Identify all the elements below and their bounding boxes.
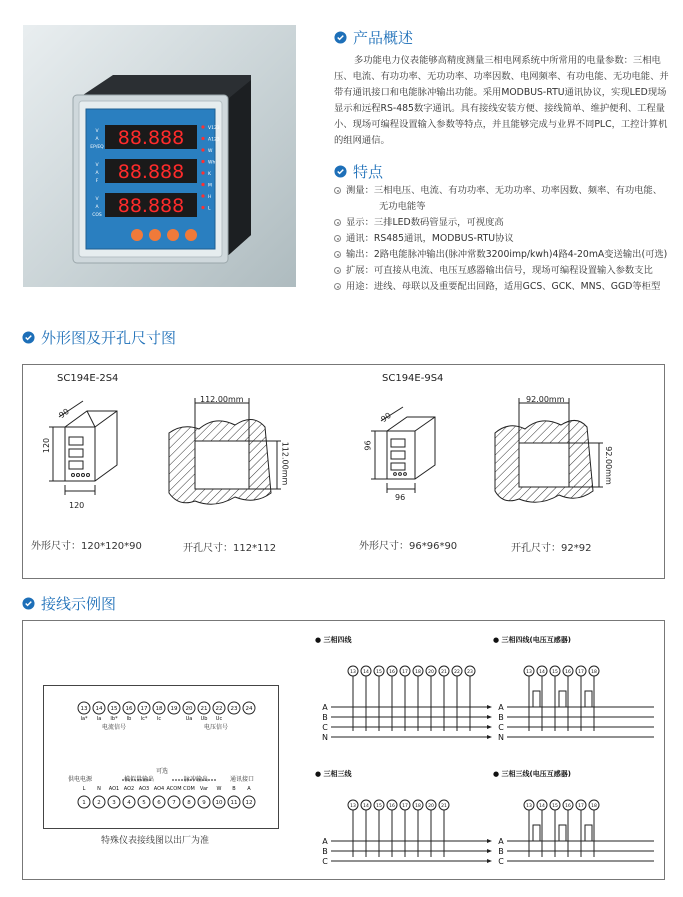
cutout-caption-right: 开孔尺寸：92*92	[511, 543, 592, 554]
wire-terminal-number: 14	[363, 670, 369, 675]
row-label: V	[95, 163, 99, 168]
wire-terminal-number: 14	[539, 670, 545, 675]
wire-terminal-number: 16	[565, 804, 571, 809]
wire-terminal-number: 18	[415, 804, 421, 809]
indicator-dot	[201, 125, 204, 128]
left-button	[131, 229, 143, 241]
arrow-icon	[487, 705, 492, 709]
arrow-icon	[487, 849, 492, 853]
diagram-title-3: ● 三相三线	[315, 770, 352, 778]
feature-item: 显示：三排LED数码管显示，可视度高	[334, 215, 674, 231]
terminal-number: 2	[97, 800, 101, 806]
indicator-dot	[201, 183, 204, 186]
wire-terminal-number: 16	[389, 670, 395, 675]
terminal-label: AO2	[123, 786, 135, 792]
phase-label: A	[498, 703, 504, 712]
led-digits: 88.888	[117, 195, 185, 217]
cutout-caption-left: 开孔尺寸：112*112	[183, 543, 277, 554]
row-label: V	[95, 197, 99, 202]
terminal-number: 4	[127, 800, 131, 806]
indicator-label: K	[208, 172, 211, 177]
transformer-symbol	[585, 691, 592, 707]
indicator-label: W	[208, 149, 213, 154]
outline-drawing-left	[43, 395, 123, 513]
wire-terminal-number: 20	[428, 670, 434, 675]
diagram-title-1: ● 三相四线	[315, 636, 352, 644]
cutout-w-left: 112.00mm	[200, 395, 244, 404]
shield-check-icon	[22, 331, 35, 344]
overview-heading	[334, 27, 413, 48]
indicator-label: H	[208, 195, 212, 200]
wire-terminal-number: 14	[363, 804, 369, 809]
indicator-label: A123	[208, 137, 220, 143]
outer-caption-left: 外形尺寸：120*120*90	[31, 541, 142, 552]
phase-label: B	[498, 847, 504, 856]
phase-label: C	[322, 857, 328, 866]
row-label: V	[95, 129, 99, 134]
wire-terminal-number: 15	[376, 670, 382, 675]
wire-terminal-number: 22	[454, 670, 460, 675]
terminal-label: Ib	[126, 716, 132, 722]
bottom-right: 96	[395, 493, 406, 502]
cutout-w-right: 92.00mm	[526, 395, 565, 404]
terminal-label: Ib*	[110, 716, 118, 722]
indicator-label: L	[208, 206, 211, 212]
wire-terminal-number: 17	[578, 804, 584, 809]
terminal-label: Ic*	[140, 716, 148, 722]
led-digits: 88.888	[117, 127, 185, 149]
shield-check-icon	[334, 31, 347, 44]
terminal-label: ACOM	[166, 786, 182, 792]
transformer-symbol	[533, 825, 540, 841]
terminal-number: 11	[230, 800, 238, 806]
phase-label: B	[322, 713, 328, 722]
diagram-title-2: ● 三相四线(电压互感器)	[493, 636, 571, 644]
depth-right: 90	[379, 410, 393, 425]
overview-text: 多功能电力仪表能够高精度测量三相电网系统中所常用的电量参数：三相电压、电流、有功功率、无功功率、功率因数、电网频率、有功电能、无功电能、并带有通讯接口和电能脉冲输出功能。采用MODBUS-RTU通讯协议，实现LED现场显示和远程RS-485数字通讯。具有接线安装方便、接线简单、维护便利、工程量小、现场可编程设置输入参数等特点，并且能够完成与业界不同PLC，工控计算机的组网通信。	[334, 55, 669, 146]
terminal-number: 21	[200, 706, 208, 712]
indicator-label: Wh	[208, 160, 216, 166]
wire-terminal-number: 17	[402, 804, 408, 809]
phase-label: B	[498, 713, 504, 722]
wire-terminal-number: 15	[552, 670, 558, 675]
feature-item: 测量：三相电压、电流、有功功率、无功功率、功率因数、频率、有功电能、	[334, 183, 674, 199]
current-signal-label: 电流信号	[102, 724, 127, 731]
arrow-icon	[487, 725, 492, 729]
feature-item: 无功电能等	[379, 201, 426, 212]
terminal-label: Ia	[96, 716, 102, 722]
indicator-dot	[201, 160, 204, 163]
wire-terminal-number: 15	[552, 804, 558, 809]
depth-left: 90	[57, 406, 71, 421]
shield-check-icon	[334, 165, 347, 178]
phase-label: B	[322, 847, 328, 856]
terminal-number: 1	[82, 800, 86, 806]
row-label: EP/EQ	[90, 145, 104, 150]
terminal-number: 5	[142, 800, 146, 806]
features-title: 特点	[353, 163, 384, 181]
indicator-label: V123	[208, 126, 220, 131]
row-label: A	[95, 171, 99, 176]
product-photo	[23, 25, 296, 287]
terminal-label: AO3	[138, 786, 150, 792]
terminal-label: W	[216, 786, 222, 792]
pulse-out-label: 脉冲输出	[184, 776, 209, 783]
terminal-label: L	[82, 786, 86, 792]
wiring-box	[22, 620, 665, 880]
wiring-heading	[22, 593, 116, 614]
arrow-icon	[487, 715, 492, 719]
feature-item: 输出：2路电能脉冲输出(脉冲常数3200imp/kwh)4路4-20mA变送输出(可选)	[334, 247, 674, 263]
wire-terminal-number: 21	[441, 670, 447, 675]
terminal-label: COM	[183, 786, 195, 792]
row-label: A	[95, 137, 99, 142]
side-right: 96	[363, 440, 373, 451]
feature-item: 通讯：RS485通讯，MODBUS-RTU协议	[334, 231, 674, 247]
wire-terminal-number: 20	[428, 804, 434, 809]
arrow-icon	[487, 735, 492, 739]
wire-terminal-number: 13	[526, 670, 532, 675]
row-label: A	[95, 205, 99, 210]
phase-label: N	[322, 733, 328, 742]
wire-terminal-number: 16	[389, 804, 395, 809]
feature-item: 用途：进线、母联以及重要配出回路，适用GCS、GCK、MNS、GGD等柜型	[334, 279, 674, 295]
terminal-number: 6	[157, 800, 161, 806]
wire-terminal-number: 13	[526, 804, 532, 809]
side-left: 120	[42, 437, 52, 454]
terminal-label: B	[232, 786, 236, 792]
indicator-dot	[201, 148, 204, 151]
terminal-label: Var	[199, 786, 209, 792]
optional-label: 可选	[156, 768, 169, 775]
phase-label: C	[498, 857, 504, 866]
terminal-block	[43, 685, 279, 829]
bottom-left: 120	[69, 501, 85, 510]
indicator-dot	[201, 137, 204, 140]
cutout-h-right: 92.00mm	[603, 446, 613, 485]
features-list	[334, 183, 674, 295]
overview-title: 产品概述	[353, 29, 414, 47]
terminal-number: 3	[112, 800, 116, 806]
terminal-label: Ic	[156, 716, 162, 722]
right-button	[167, 229, 179, 241]
terminal-label: Ub	[200, 716, 208, 722]
dimensions-box	[22, 364, 665, 579]
transformer-symbol	[559, 691, 566, 707]
terminal-number: 10	[215, 800, 223, 806]
dimensions-heading	[22, 327, 176, 348]
meter-illustration	[23, 25, 296, 287]
model-left: SC194E-2S4	[57, 373, 119, 384]
indicator-dot	[201, 206, 204, 209]
terminal-label: AO4	[153, 786, 165, 792]
analog-out-label: 模拟量输出	[124, 776, 155, 783]
terminal-label: Ia*	[80, 716, 88, 722]
terminal-number: 14	[95, 706, 103, 712]
arrow-icon	[487, 859, 492, 863]
transformer-symbol	[559, 825, 566, 841]
terminal-number: 18	[155, 706, 163, 712]
comm-port-label: 通讯接口	[230, 776, 255, 783]
wire-terminal-number: 17	[578, 670, 584, 675]
terminal-number: 16	[125, 706, 133, 712]
terminal-number: 19	[170, 706, 178, 712]
phase-label: A	[322, 837, 328, 846]
wire-terminal-number: 13	[350, 804, 356, 809]
wire-terminal-number: 18	[415, 670, 421, 675]
up-button	[149, 229, 161, 241]
wire-terminal-number: 16	[565, 670, 571, 675]
terminal-number: 7	[172, 800, 176, 806]
terminal-label: N	[97, 786, 101, 792]
terminal-number: 12	[245, 800, 253, 806]
phase-label: A	[322, 703, 328, 712]
row-label: COS	[92, 213, 102, 218]
terminal-svg	[44, 686, 278, 828]
features-heading	[334, 161, 383, 182]
wire-terminal-number: 23	[467, 670, 473, 675]
voltage-signal-label: 电压信号	[204, 724, 229, 731]
model-right: SC194E-9S4	[382, 373, 444, 384]
indicator-dot	[201, 194, 204, 197]
terminal-number: 17	[140, 706, 148, 712]
wiring-title: 接线示例图	[41, 595, 117, 613]
phase-label: C	[498, 723, 504, 732]
wire-terminal-number: 21	[441, 804, 447, 809]
transformer-symbol	[533, 691, 540, 707]
terminal-number: 24	[245, 706, 253, 712]
wire-terminal-number: 18	[591, 670, 597, 675]
wire-terminal-number: 18	[591, 804, 597, 809]
row-label: F	[95, 179, 99, 184]
terminal-number: 23	[230, 706, 238, 712]
indicator-dot	[201, 171, 204, 174]
dimensions-title: 外形图及开孔尺寸图	[41, 329, 177, 347]
wire-terminal-number: 13	[350, 670, 356, 675]
wire-terminal-number: 15	[376, 804, 382, 809]
wire-terminal-number: 14	[539, 804, 545, 809]
feature-item: 扩展：可直接从电流、电压互感器输出信号，现场可编程设置输入参数支比	[334, 263, 674, 279]
terminal-number: 8	[187, 800, 191, 806]
terminal-label: A	[247, 786, 251, 792]
indicator-label: M	[208, 183, 212, 189]
diagram-title-4: ● 三相三线(电压互感器)	[493, 770, 571, 778]
phase-label: C	[322, 723, 328, 732]
wiring-diagrams	[309, 631, 654, 871]
terminal-number: 20	[185, 706, 193, 712]
outer-caption-right: 外形尺寸：96*96*90	[359, 541, 458, 552]
terminal-label: Ua	[185, 716, 193, 722]
terminal-label: AO1	[108, 786, 120, 792]
wire-terminal-number: 17	[402, 670, 408, 675]
led-digits: 88.888	[117, 161, 185, 183]
terminal-number: 9	[202, 800, 206, 806]
arrow-icon	[487, 839, 492, 843]
terminal-label: Uc	[215, 716, 223, 722]
terminal-number: 13	[80, 706, 88, 712]
phase-label: A	[498, 837, 504, 846]
power-label: 供电电源	[68, 776, 93, 783]
set-button	[185, 229, 197, 241]
cutout-h-left: 112.00mm	[280, 441, 290, 486]
wiring-note: 特殊仪表接线图以出厂为准	[101, 836, 210, 846]
terminal-number: 22	[215, 706, 223, 712]
shield-check-icon	[22, 597, 35, 610]
terminal-number: 15	[110, 706, 118, 712]
transformer-symbol	[585, 825, 592, 841]
phase-label: N	[498, 733, 504, 742]
